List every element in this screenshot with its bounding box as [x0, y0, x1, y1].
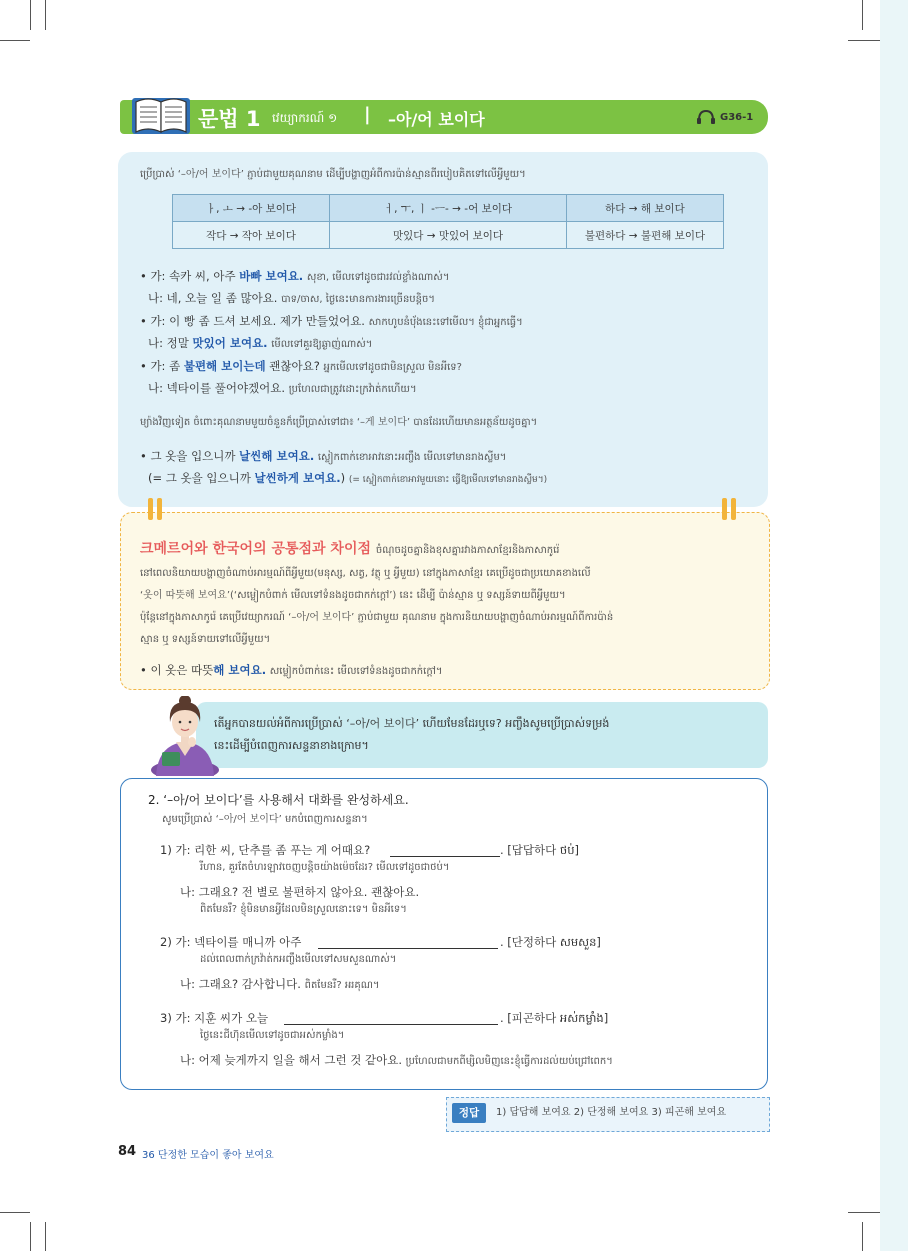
- crop-mark: [848, 40, 880, 41]
- q2-na: [180, 976, 380, 994]
- check-understanding-box: [196, 702, 768, 768]
- example-translation: សុខា, មើលទៅដូចជារវល់ខ្លាំងណាស់។: [306, 272, 450, 283]
- binder-tab: [722, 498, 727, 520]
- q1-ga-khmer: រីហាន, គួរតែចំហរឡាវចេញបន្តិចយ៉ាងម៉េចដែរ? មើលទៅដូចជាថប់។: [200, 862, 450, 873]
- grammar-pattern-title: –아/어 보이다: [388, 110, 485, 129]
- table-header-cell: 하다 → 해 보이다: [567, 195, 724, 222]
- binder-tab: [157, 498, 162, 520]
- q2-na-khmer: ពិតមែនរឺ? អរគុណ។: [304, 980, 380, 991]
- page-number: 84: [118, 1144, 137, 1159]
- table-cell: 작다 → 작아 보이다: [173, 222, 330, 249]
- comparison-line: ស្មាន ឬ ទស្សន៍ទាយទៅលើអ្វីមួយ។: [140, 634, 271, 645]
- comparison-title: [140, 538, 559, 558]
- q2-ga-khmer: ដល់ពេលពាក់ក្រវ៉ាត់កអញ្ចឹងមើលទៅសមសួនណាស់។: [200, 954, 397, 965]
- crop-mark: [0, 40, 30, 41]
- example-3-ga: [140, 358, 462, 376]
- answer-key-label: 정답: [452, 1103, 486, 1123]
- comparison-title-korean: 크메르어와 한국어의 공통점과 차이점: [140, 541, 372, 557]
- q3-answer-blank[interactable]: [284, 1024, 498, 1025]
- q1-hint: . [답답하다 ថប់]: [500, 843, 579, 857]
- example-translation: មើលទៅគួរឱ្យឆ្ងាញ់ណាស់។: [271, 339, 373, 350]
- example-4-line1: [140, 448, 506, 466]
- crop-mark: [862, 0, 863, 30]
- example-highlight: 바빠 보여요.: [239, 269, 304, 283]
- comparison-title-khmer: ចំណុចដូចគ្នានិងខុសគ្នារវាងភាសាខ្មែរនិងភាសាកូរ៉េ: [375, 545, 560, 556]
- table-cell: 맛있다 → 맛있어 보이다: [330, 222, 567, 249]
- example-1-na: [148, 290, 435, 308]
- example-translation: សាកហូបនំប៉័ងនេះទៅមើល។ ខ្ញុំជាអ្នកធ្វើ។: [368, 317, 523, 328]
- table-row: [173, 222, 724, 249]
- exercise-title-khmer: សូមប្រើប្រាស់ ‘–아/어 보이다’ មកបំពេញការសន្ទនា។: [162, 814, 368, 825]
- header-separator: |: [364, 104, 371, 125]
- page-edge-strip: [880, 0, 908, 1251]
- example-3-na: [148, 380, 417, 398]
- crop-mark: [0, 1212, 30, 1213]
- example-translation: អ្នកមើលទៅដូចជាមិនស្រួល មិនអីទេ?: [323, 362, 462, 373]
- table-header-cell: ㅏ, ㅗ → -아 보이다: [173, 195, 330, 222]
- example-text: • 가: 속카 씨, 아주: [140, 269, 240, 283]
- comparison-example: [140, 662, 442, 680]
- table-cell: 불편하다 → 불편해 보이다: [567, 222, 724, 249]
- example-text: • 이 옷은 따뜻: [140, 663, 214, 677]
- crop-mark: [30, 0, 31, 30]
- q1-answer-blank[interactable]: [390, 856, 500, 857]
- example-text: ): [340, 471, 346, 485]
- exercise-title: 2. ‘–아/어 보이다’를 사용해서 대화를 완성하세요.: [148, 793, 409, 807]
- example-highlight: 불편해 보이는데: [183, 359, 266, 373]
- q1-na: 나: 그래요? 전 별로 불편하지 않아요. 괜찮아요.: [180, 885, 420, 899]
- example-translation: ស្លៀកពាក់ខោអាវនោះអញ្ចឹង មើលទៅមានរាងស្លីម។: [317, 452, 507, 463]
- answer-key-text: 1) 답답해 보여요 2) 단정해 보여요 3) 피곤해 보여요: [496, 1107, 727, 1118]
- q3-na-khmer: ប្រហែលជាមកពីម្សិលមិញនេះខ្ញុំធ្វើការដល់យប់ជ្រៅពេក។: [405, 1056, 613, 1067]
- table-header-cell: ㅓ, ㅜ, ㅣ -ㅡ- → -어 보이다: [330, 195, 567, 222]
- audio-track-code[interactable]: G36-1: [720, 112, 754, 123]
- additional-note: ម្យ៉ាងវិញទៀត ចំពោះគុណនាមមួយចំនួនក៏ប្រើប្រាស់ទៅជា៖ ‘–게 보이다’ បានដែរហើយមានអត្ថន័យដូចគ្នា។: [140, 417, 538, 428]
- example-highlight: 맛있어 보여요.: [192, 336, 268, 350]
- example-highlight: 날씬하게 보여요.: [254, 471, 341, 485]
- example-text: • 그 옷을 입으니까: [140, 449, 240, 463]
- headphones-icon[interactable]: [696, 108, 716, 126]
- example-text: • 가: 좀: [140, 359, 184, 373]
- lesson-title: 36 단정한 모습이 좋아 보여요: [142, 1150, 274, 1161]
- check-line: នេះដើម្បីបំពេញការសន្ទនាខាងក្រោម។: [214, 739, 369, 752]
- q1-ga: 1) 가: 리한 씨, 단추를 좀 푸는 게 어때요?: [160, 843, 371, 857]
- q3-hint: . [피곤하다 អស់កម្លាំង]: [500, 1011, 609, 1025]
- crop-mark: [45, 0, 46, 30]
- binder-tab: [148, 498, 153, 520]
- q3-ga: 3) 가: 지훈 씨가 오늘: [160, 1011, 269, 1025]
- example-2-na: [148, 335, 372, 353]
- q3-na: [180, 1052, 613, 1070]
- intro-text: ប្រើប្រាស់ ‘–아/어 보이다’ ភ្ជាប់ជាមួយគុណនាម ដើម្បីបង្ហាញអំពីការប៉ាន់ស្មានពីរបៀបគិតទៅលើអ្វីមួយ។: [140, 169, 526, 180]
- example-translation: បាទ/ចាស, ថ្ងៃនេះមានការងារច្រើនបន្តិច។: [281, 294, 435, 305]
- example-text: 나: 정말: [148, 336, 193, 350]
- comparison-line: នៅពេលនិយាយបង្ហាញចំណាប់អារម្មណ៍ពីអ្វីមួយ(មនុស្ស, សត្វ, វត្ថុ ឬ អ្វីមួយ) នៅក្នុងភាសាខ្មែរ គេប្រើដូចជាប្រយោគខាងលើ: [140, 568, 591, 579]
- q2-hint: . [단정하다 សមសួន]: [500, 935, 601, 949]
- q2-answer-blank[interactable]: [318, 948, 498, 949]
- check-line: តើអ្នកបានយល់អំពីការប្រើប្រាស់ ‘–아/어 보이다’ ហើយមែនដែរឬទេ? អញ្ចឹងសូមប្រើប្រាស់ទម្រង់: [214, 717, 610, 730]
- crop-mark: [45, 1222, 46, 1251]
- example-text: 나: 네, 오늘 일 좀 많아요.: [148, 291, 278, 305]
- example-highlight: 날씬해 보여요.: [239, 449, 315, 463]
- conjugation-table: [172, 194, 724, 249]
- example-text: 괜찮아요?: [265, 359, 320, 373]
- example-2-ga: [140, 313, 523, 331]
- example-4-line2: [148, 470, 547, 488]
- example-translation: សម្លៀកបំពាក់នេះ មើលទៅទំនងដូចជាកក់ក្ដៅ។: [269, 666, 443, 677]
- example-text: 나: 어제 늦게까지 일을 해서 그런 것 같아요.: [180, 1053, 402, 1067]
- comparison-line: ‘옷이 따뜻해 보여요’(‘សម្លៀកបំពាក់ មើលទៅទំនងដូចជាកក់ក្ដៅ’) នេះ ដើម្បី ប៉ាន់ស្មាន ឬ ទស្សន៍ទាយពីអ្វីមួយ។: [140, 590, 566, 601]
- crop-mark: [848, 1212, 880, 1213]
- crop-mark: [30, 1222, 31, 1251]
- example-text: 나: 그래요? 감사합니다.: [180, 977, 301, 991]
- example-text: (= 그 옷을 입으니까: [148, 471, 255, 485]
- example-highlight: 해 보여요.: [213, 663, 267, 677]
- q3-ga-khmer: ថ្ងៃនេះជីហ៊ុនមើលទៅដូចជាអស់កម្លាំង។: [200, 1030, 345, 1041]
- example-translation: ប្រហែលជាត្រូវដោះក្រវ៉ាត់កហើយ។: [288, 384, 417, 395]
- example-text: 나: 넥타이를 풀어야겠어요.: [148, 381, 286, 395]
- q2-ga: 2) 가: 넥타이를 매니까 아주: [160, 935, 302, 949]
- book-icon: [130, 92, 192, 136]
- comparison-line: ប៉ុន្តែនៅក្នុងភាសាកូរ៉េ គេប្រើវេយ្យាករណ៍ ‘–아/어 보이다’ ភ្ជាប់ជាមួយ គុណនាម ក្នុងការនិយាយបង្ហាញចំណាប់អារម្មណ៍ពីការប៉ាន់: [140, 612, 614, 623]
- table-header-row: [173, 195, 724, 222]
- grammar-number-title: 문법 1: [198, 107, 261, 131]
- binder-tab: [731, 498, 736, 520]
- grammar-khmer-label: វេយ្យាករណ៍ ១: [272, 111, 338, 125]
- example-text: • 가: 이 빵 좀 드셔 보세요. 제가 만들었어요.: [140, 314, 365, 328]
- crop-mark: [862, 1222, 863, 1251]
- q1-na-khmer: ពិតមែនរឺ? ខ្ញុំមិនមានអ្វីដែលមិនស្រួលនោះទេ។ មិនអីទេ។: [200, 904, 407, 915]
- example-1-ga: [140, 268, 449, 286]
- example-translation: (= ស្លៀកពាក់ខោអាវមួយនោះ ធ្វើឱ្យមើលទៅមានរាងស្លីម។): [348, 475, 548, 485]
- teacher-illustration-icon: [148, 696, 222, 776]
